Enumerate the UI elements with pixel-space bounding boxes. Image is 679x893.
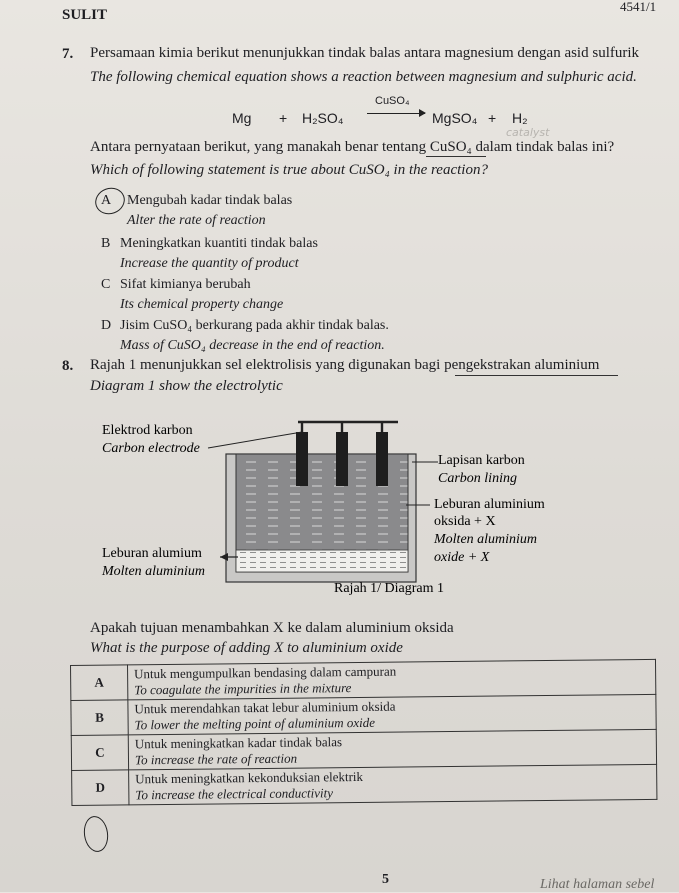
carbon-electrode-1 [296,432,308,486]
q8-option-b-ms: Untuk merendahkan takat lebur aluminium oksida [134,698,396,717]
q8-option-d[interactable] [72,764,657,805]
q7-question-ms: Antara pernyataan berikut, yang manakah benar tentang CuSO₄ dalam tindak balas ini? [90,139,615,155]
q7-stem-ms: Persamaan kimia berikut menunjukkan tindak balas antara magnesium dengan asid sulfurik [90,45,640,61]
eq-handwritten-note: catalyst [506,126,550,139]
eq-arrow [367,113,425,114]
q7-option-a-label[interactable]: A [101,193,112,208]
q7-number: 7. [62,46,74,62]
header-right: 4541/1 [620,0,657,14]
q8-option-b-label[interactable]: B [71,700,128,736]
q8-option-d-en: To increase the electrical conductivity [135,785,334,803]
q7-option-d-label[interactable]: D [101,318,112,333]
q7-option-b-label[interactable]: B [101,236,111,251]
header-left: SULIT [62,7,108,23]
label-lining-ms: Lapisan karbon [438,453,525,468]
q8-question-en: What is the purpose of adding X to aluminium oxide [90,640,403,656]
q8-stem-en: Diagram 1 show the electrolytic [90,378,283,394]
q8-option-a-en: To coagulate the impurities in the mixture [134,680,352,698]
q7-option-d-ms: Jisim CuSO₄ berkurang pada akhir tindak balas. [120,318,389,333]
q7-option-a-en: Alter the rate of reaction [127,213,266,228]
q8-number: 8. [62,358,74,374]
eq-mg: Mg [232,110,252,126]
q7-option-b-ms: Meningkatkan kuantiti tindak balas [120,236,318,251]
eq-product: MgSO₄ [432,110,478,126]
eq-acid: H₂SO₄ [302,110,344,126]
eq-plus-2: + [488,110,497,126]
q7-option-b-en: Increase the quantity of product [120,256,299,271]
q8-answer-circle [82,815,111,854]
q8-underline [455,375,618,376]
q8-option-b-en: To lower the melting point of aluminium oxide [134,714,376,733]
label-melt-ms-1: Leburan aluminium [434,497,545,512]
electrolytic-cell-diagram [90,410,570,610]
label-al-ms: Leburan alumium [102,546,202,561]
q8-question-ms: Apakah tujuan menambahkan X ke dalam aluminium oksida [90,620,454,636]
label-melt-ms-2: oksida + X [434,514,496,529]
carbon-electrode-2 [336,432,348,486]
eq-arrow-head [419,109,426,117]
q8-option-a-label[interactable]: A [71,665,128,701]
q7-option-c-ms: Sifat kimianya berubah [120,277,251,292]
q8-option-a-ms: Untuk mengumpulkan bendasing dalam campuran [134,663,397,682]
label-al-en: Molten aluminium [102,564,206,579]
q7-question-en: Which of following statement is true about CuSO₄ in the reaction? [90,162,488,178]
q7-option-c-en: Its chemical property change [120,297,284,312]
q7-option-a-ms: Mengubah kadar tindak balas [127,193,293,208]
chemical-equation [0,95,679,139]
q8-stem-ms: Rajah 1 menunjukkan sel elektrolisis yang digunakan bagi pengekstrakan aluminium [90,357,600,373]
label-lining-en: Carbon lining [438,471,517,486]
q8-options-table [70,659,657,806]
label-electrode-en: Carbon electrode [102,441,200,456]
q7-option-c-label[interactable]: C [101,277,111,292]
q8-option-d-ms: Untuk meningkatkan kekonduksian elektrik [135,768,364,787]
label-melt-en-1: Molten aluminium [434,532,538,547]
eq-plus-1: + [279,110,288,126]
page-number: 5 [382,872,389,887]
eq-catalyst: CuSO₄ [375,95,410,107]
q8-option-c-ms: Untuk meningkatkan kadar tindak balas [134,734,343,752]
carbon-electrode-3 [376,432,388,486]
q7-stem-en: The following chemical equation shows a reaction between magnesium and sulphuric acid. [90,69,637,85]
q7-underline-cuso4 [426,156,486,157]
label-electrode-ms: Elektrod karbon [102,423,193,438]
q8-option-d-label[interactable]: D [72,770,129,806]
next-page-note: Lihat halaman sebel [540,877,655,892]
q8-option-c-en: To increase the rate of reaction [134,750,298,768]
q8-option-c-label[interactable]: C [71,735,128,771]
diagram-caption: Rajah 1/ Diagram 1 [334,581,445,596]
label-melt-en-2: oxide + X [434,550,490,565]
molten-aluminium-layer [236,550,408,572]
eq-h2: H₂ [512,110,528,126]
q7-option-d-en: Mass of CuSO₄ decrease in the end of reaction. [120,338,385,353]
